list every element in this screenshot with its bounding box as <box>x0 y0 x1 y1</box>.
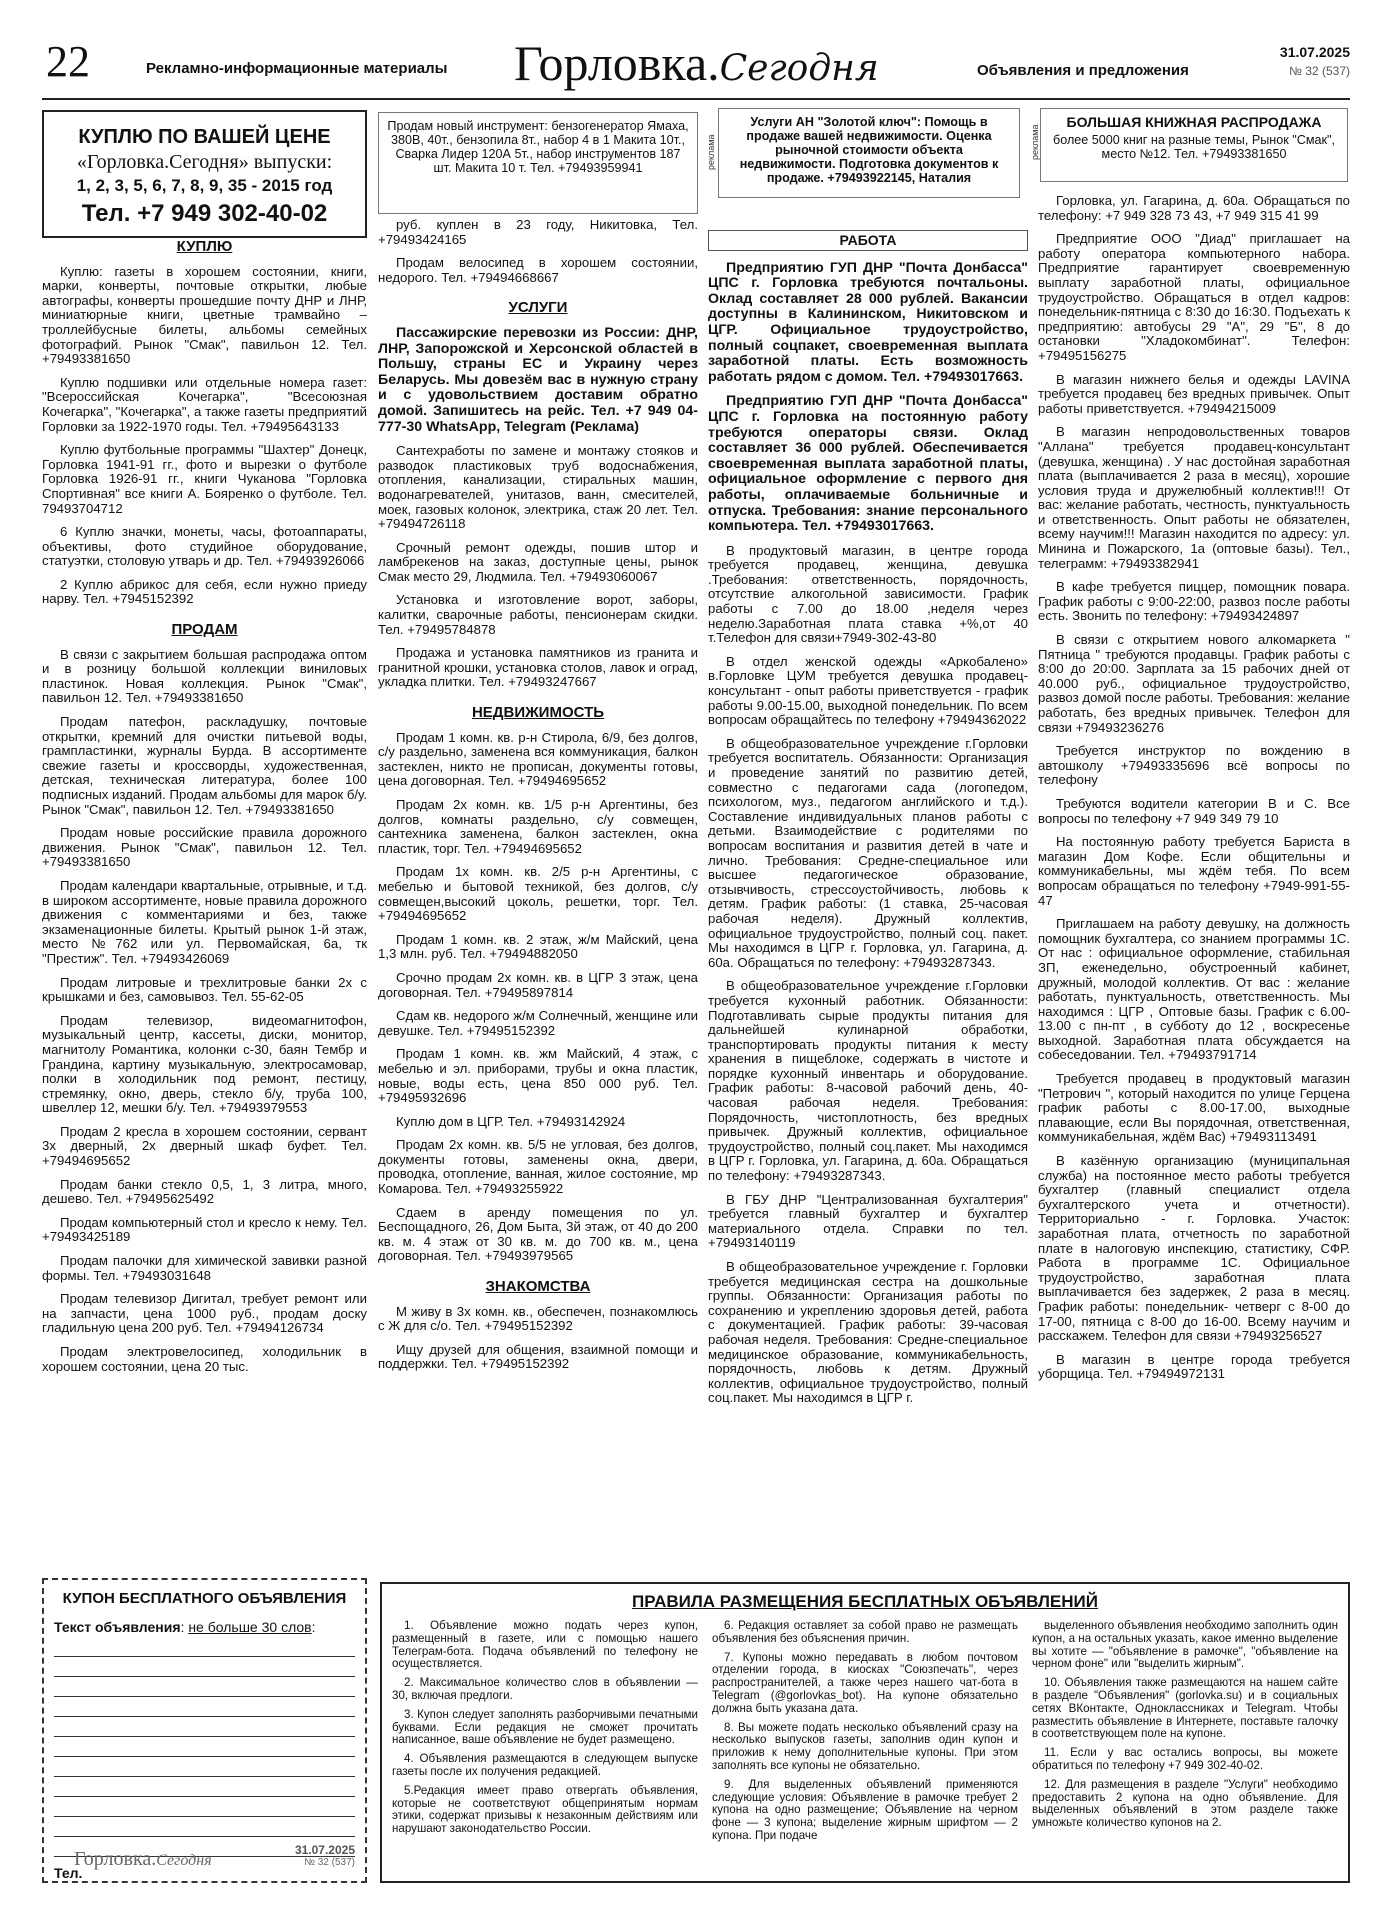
coupon-date: 31.07.2025 <box>294 1843 355 1857</box>
ad-item: 6 Куплю значки, монеты, часы, фотоаппараты, объективы, фото студийное оборудование, статуэтки, столовую утварь и др. Тел. +79493926066 <box>42 524 367 569</box>
book-sale-title: БОЛЬШАЯ КНИЖНАЯ РАСПРОДАЖА <box>1066 114 1322 130</box>
ad-item: В казённую организацию (муниципальная служба) на постоянное место работы требуется бухгалтер (главный специалист отдела бухгалтерского учета и отчетности). Территориально - г. Горловка. Участок: заработная плата, отчетность по заработной плате в налоговую инспекцию, статистику, СФР. Работа в программе 1С. Официальное трудоустройство, заработная плата выплачивается без задержек, 2 раза в месяц. График работы: понедельник- четверг с 8-00 до 17-00, пятница с 8-00 до 16-00. Всему научим и расскажем. Телефон для связи +79493256527 <box>1038 1153 1350 1344</box>
ad-item: Требуется продавец в продуктовый магазин "Петрович ", который находится по улице Герцена график работы с 8.00-17.00, выходные плавающие, если Вы порядочная, ответственная, коммуникабельная, ждём Вас) +79493113491 <box>1038 1071 1350 1145</box>
heading-realty: НЕДВИЖИМОСТЬ <box>471 704 605 722</box>
ad-item: Продам 2 кресла в хорошем состоянии, сервант 3х дверный, 2х дверный шкаф буфет. Тел. +79494695652 <box>42 1123 367 1169</box>
ad-golden-key: Услуги АН "Золотой ключ": Помощь в продаже вашей недвижимости. Оценка рыночной стоимости объекта недвижимости. Подготовка документов к продаже. +79493922145, Наталия <box>718 108 1020 198</box>
ad-item: В магазин нижнего белья и одежды LAVINA требуется продавец без вредных привычек. Опыт работы приветствуется. +79494215009 <box>1038 371 1350 416</box>
heading-dating: ЗНАКОМСТВА <box>485 1278 591 1296</box>
ad-item: Предприятию ГУП ДНР "Почта Донбасса" ЦПС г. Горловка на постоянную работу требуются операторы связи. Оклад составляет 36 000 рублей. Обеспечивается своевременная выплата заработной платы, официальное оформление с первого дня работы, оплачиваемые больничные и отпуска. Требования: знание персонального компьютера. Тел. +79493017663. <box>708 393 1028 535</box>
ad-item: Ищу друзей для общения, взаимной помощи и поддержки. Тел. +79495152392 <box>378 1341 698 1372</box>
ad-item: Продам 1 комн. кв. 2 этаж, ж/м Майский, цена 1,3 млн. руб. Тел. +79494882050 <box>378 931 698 962</box>
buy-box-issues: 1, 2, 3, 5, 6, 7, 8, 9, 35 - 2015 год <box>76 176 333 195</box>
ad-tag: реклама <box>706 134 716 170</box>
ad-item: 10. Объявления также размещаются на нашем сайте в разделе "Объявления" (gorlovka.su) и в социальных сетях ВКонтакте, Одноклассниках и Telegram. Чтобы разместить объявление в Интернете, поставьте галочку в соответствующем поле на купоне. <box>1032 1676 1338 1741</box>
ad-item: 11. Если у вас остались вопросы, вы можете обратиться по телефону +7 949 302-40-02. <box>1032 1746 1338 1772</box>
ad-item: выделенного объявления необходимо заполнить один купон, а на остальных указать, какое именно выделение вы хотите — "объявление в рамочке", "объявление на черном фоне" или "выделить жирным". <box>1032 1620 1338 1671</box>
ad-item: Продам велосипед в хорошем состоянии, недорого. Тел. +79494668667 <box>378 255 698 285</box>
ad-item: Куплю футбольные программы "Шахтер" Донецк, Горловка 1941-91 гг., фото и вырезки о футболе Горловка 1926-91 гг., книги Чуканова "Горловка Спортивная" все книги А. Бояренко о футболе. Тел. 79493704712 <box>42 442 367 516</box>
ad-item: 2. Максимальное количество слов в объявлении — 30, включая предлоги. <box>392 1676 698 1702</box>
ad-item: В продуктовый магазин, в центре города требуется продавец, женщина, девушка .Требования: ответственность, порядочность, отсутствие алкогольной зависимости. График работы с 7.00 до 18.00 ,неделя через неделю.Заработная плата ставка +%,от 40 т.Телефон для связи+7949-302-43-80 <box>708 542 1028 646</box>
buy-box-title: КУПЛЮ ПО ВАШЕЙ ЦЕНЕ <box>78 126 331 148</box>
coupon-write-line[interactable] <box>54 1779 355 1797</box>
rules-col-3 <box>1032 1620 1338 1872</box>
ad-item: Продам телевизор Дигитал, требует ремонт или на запчасти, цена 1000 руб., продам доску гладильную цена 200 руб. Тел. +79494126734 <box>42 1291 367 1336</box>
ad-item: Продам банки стекло 0,5, 1, 3 литра, много, дешево. Тел. +79495625492 <box>42 1176 367 1207</box>
coupon-tel-label: Тел. <box>54 1865 83 1881</box>
newspaper-logo: Горловка.Сегодня <box>514 35 879 91</box>
ad-item: Срочный ремонт одежды, пошив штор и ламбрекенов на заказ, доступные цены, рынок Смак место 29, Людмила. Тел. +79493060067 <box>378 539 698 584</box>
ad-item: В магазин непродовольственных товаров "Аллана" требуется продавец-консультант (девушка, женщина) . У нас достойная заработная плата (выплачивается 2 раза в месяц), хорошие условия труда и дружелюбный коллектив!!! От вас: желание работать, честность, пунктуальность и ответственность. Опыт работы не обязателен, всему научим!!! Магазин находится по адресу: ул. Минина и Пожарского, 1а (оптовые базы). Тел., телеграмм: +79493382941 <box>1038 424 1350 571</box>
ad-item: В общеобразовательное учреждение г.Горловки требуется воспитатель. Обязанности: Организация и проведение занятий по развитию детей, совместно с педагогами сада (логопедом, психологом, муз., педагогом английского и т.д.). Составление индивидуальных планов работы с детьми. Взаимодействие с родителями по вопросам воспитания и развития детей в чате и лично. Требования: Средне-специальное или высшее педагогическое образование, отзывчивость, стрессоустойчивость, любовь к детям. График работы: (1 ставка, 25-часовая рабочая неделя). Дружный коллектив, официальное трудоустройство, полный соц. пакет. Мы находимся в ЦГР г. Горловка, ул. Гагарина, д. 60а. Обращаться по телефону: +79493287343. <box>708 735 1028 970</box>
book-sale-text: более 5000 книг на разные темы, Рынок "Смак", место №12. Тел. +79493381650 <box>1053 133 1335 161</box>
ad-tools: Продам новый инструмент: бензогенератор Ямаха, 380В, 40т., бензопила 8т., набор 4 в 1 Макита 10т., Сварка Лидер 120А 5т., набор инструментов 187 шт. Макита 10 т. Тел. +79493959941 <box>378 112 698 214</box>
header-section-right: Объявления и предложения <box>977 62 1189 79</box>
ad-item: Продам электровелосипед, холодильник в хорошем состоянии, цена 20 тыс. <box>42 1344 367 1374</box>
free-ad-coupon[interactable] <box>42 1578 367 1883</box>
heading-jobs: РАБОТА <box>708 230 1028 251</box>
ad-tag: реклама <box>1030 124 1040 160</box>
ad-item: Срочно продам 2х комн. кв. в ЦГР 3 этаж, цена договорная. Тел. +79495897814 <box>378 969 698 1000</box>
ad-item: 3. Купон следует заполнять разборчивыми печатными буквами. Если редакция не сможет прочитать написанное, ваше объявление не будет размещено. <box>392 1707 698 1747</box>
coupon-label: Текст объявления: не больше 30 слов: <box>54 1619 316 1635</box>
coupon-issue: № 32 (537) <box>304 1857 355 1868</box>
ad-item: Требуется инструктор по вождению в автошколу +79493335696 всё вопросы по телефону <box>1038 743 1350 788</box>
ad-item: Продам новые российские правила дорожного движения. Рынок "Смак", павильон 12. Тел. +79493381650 <box>42 825 367 870</box>
ad-item: Сантехработы по замене и монтажу стояков и разводок пластиковых труб водоснабжения, отопления, канализации, стиральных машин, водонагревателей, унитазов, ванн, смесителей, моек, газовых колонок, электрика, стаж 20 лет. Тел. +79494726118 <box>378 443 698 532</box>
ad-item: Продам 1 комн. кв. р-н Стирола, 6/9, без долгов, с/у раздельно, заменена вся коммуникация, балкон застеклен, никто не прописан, документы готовы, цена договорная. Тел. +79494695652 <box>378 729 698 789</box>
coupon-write-line[interactable] <box>54 1679 355 1697</box>
coupon-write-line[interactable] <box>54 1639 355 1657</box>
column-2 <box>378 218 698 1560</box>
ad-item: Продам 1 комн. кв. жм Майский, 4 этаж, с мебелью и эл. приборами, трубы и окна пластик, новые, воды есть, цена 850 000 руб. Тел. +79495932696 <box>378 1046 698 1106</box>
ad-item: В связи с закрытием большая распродажа оптом и в розницу большой коллекции виниловых пластинок. Новая коллекция. Рынок "Смак", павильон 12. Тел. +79493381650 <box>42 646 367 706</box>
ad-item: руб. куплен в 23 году, Никитовка, Тел. +79493424165 <box>378 218 698 247</box>
ad-item: Предприятию ГУП ДНР "Почта Донбасса" ЦПС г. Горловка требуются почтальоны. Оклад составляет 28 000 рублей. Вакансии доступны в Калининском, Никитовском и ЦГР. Официальное трудоустройство, полный соцпакет, своевременная выплата заработной платы. Есть возможность работать рядом с домом. Тел. +79493017663. <box>708 259 1028 385</box>
ad-item: Продам 1х комн. кв. 2/5 р-н Аргентины, с мебелью и бытовой техникой, без долгов, с/у совмещен,высокий цоколь, решетки, торг. Тел. +79494695652 <box>378 864 698 924</box>
ad-transport: Пассажирские перевозки из России: ДНР, ЛНР, Запорожской и Херсонской областей в Польшу, страны ЕС и Украину через Беларусь. Мы довезём вас в нужную страну и с удовольствием доставим обратно домой. Запишитесь на рейс. Тел. +7 949 04-777-30 WhatsApp, Telegram (Реклама) <box>378 324 698 435</box>
ad-item: Продажа и установка памятников из гранита и гранитной крошки, установка столов, лавок и оград, укладка плитки. Тел. +79493247667 <box>378 645 698 690</box>
ad-item: На постоянную работу требуется Бариста в магазин Дом Кофе. Если общительны и коммуникабельны, мы ждём тебя. По всем вопросам обращаться по телефону +7949-991-55-47 <box>1038 834 1350 908</box>
ad-item: Продам телевизор, видеомагнитофон, музыкальный центр, кассеты, диски, монитор, магнитолу Романтика, колонки с-30, баян Тембр и Грандина, картину музыкальную, электросамовар, полки в холодильник под ремонт, пестицу, стремянку, окно, дверь, стекло б/у, труба 100, швеллер 12, мешки б/у. Тел. +79493979553 <box>42 1012 367 1116</box>
ad-item: 1. Объявление можно подать через купон, размещенный в газете, или с помощью нашего Телеграм-бота. Подача объявлений по телефону не осуществляется. <box>392 1620 698 1671</box>
coupon-write-line[interactable] <box>54 1699 355 1717</box>
ad-item: В общеобразовательное учреждение г.Горловки требуется кухонный работник. Обязанности: Подготавливать сырые продукты питания для дальнейшей кулинарной обработки, транспортировать продукты питания к месту хранения в пищеблоке, содержать в чистоте и порядке кухонный инвентарь и оборудование. График работы: 8-часовой рабочий день, 40-часовая рабочая неделя. Требования: Порядочность, чистоплотность, без вредных привычек. Дружный коллектив, официальное трудоустройство, полный соц.пакет. Мы находимся в ЦГР г. Горловка, ул. Гагарина, д. 60а. Обращаться по телефону: +79493287343. <box>708 978 1028 1184</box>
ad-item: Продам календари квартальные, отрывные, и т.д. в широком ассортименте, новые правила дорожного движения с комментариями и без, также экзаменационные билеты. Крытый рынок 1-й этаж, место №762 или ул. Первомайская, 6а, тк "Престиж". Тел. +79493426069 <box>42 877 367 966</box>
rules-box <box>380 1582 1350 1883</box>
ad-item: Приглашаем на работу девушку, на должность помощник бухгалтера, со знанием программы 1С. От нас : официальное оформление, стабильная ЗП, еженедельно, обустроенный кабинет, дружный, молодой коллектив. От вас : желание работать, пунктуальность, ответственность. Мы находимся : ЦГР , Оптовые базы. График с 6.00-13.00 с пн-пт , в субботу до 12 , воскресенье выходной. Заработная плата обсуждается на собеседовании. Тел. +79493791714 <box>1038 916 1350 1063</box>
coupon-write-line[interactable] <box>54 1759 355 1777</box>
buy-box <box>42 110 367 238</box>
ad-item: Куплю подшивки или отдельные номера газет: "Всероссийская Кочегарка", "Всесоюзная Кочегарка", "Кочегарка", а также газеты предприятий Горловки за 1922-1970 годы. Тел. +79495643133 <box>42 374 367 434</box>
header-section: Рекламно-информационные материалы <box>146 60 448 77</box>
column-1 <box>42 240 367 1560</box>
ad-item: В отдел женской одежды «Аркобалено» в.Горловке ЦУМ требуется девушка продавец- консультант - опыт работы приветствуется - график работы 9.00-15.00, выходной понедельник. По всем вопросам обращайтесь по телефону +79494362022 <box>708 653 1028 728</box>
coupon-write-line[interactable] <box>54 1659 355 1677</box>
ad-item: Продам 2х комн. кв. 5/5 не угловая, без долгов, документы готовы, заменены окна, двери, проводка, отопление, ванная, жилое состояние, мр Комарова. Тел. +79493255922 <box>378 1137 698 1197</box>
ad-item: Продам 2х комн. кв. 1/5 р-н Аргентины, без долгов, комнаты раздельно, с/у совмещен, сантехника заменена, балкон застеклен, окна пластик, торг. Тел. +79494695652 <box>378 797 698 856</box>
ad-item: 4. Объявления размещаются в следующем выпуске газеты после их получения редакцией. <box>392 1752 698 1778</box>
heading-sell: ПРОДАМ <box>171 621 238 639</box>
ad-item: Сдаем в аренду помещения по ул. Беспощадного, 26, Дом Быта, 3й этаж, от 40 до 200 кв. м. 4 этаж от 30 кв. м. до 700 кв. м., цена договорная. Тел. +79493979565 <box>378 1204 698 1264</box>
ad-item: Предприятие ООО "Диад" приглашает на работу оператора компьютерного набора. Предприятие гарантирует своевременную выплату заработной платы, официальное трудоустройство. Обращаться в отдел кадров: понедельник-пятница с 8:30 до 16:30. Подъехать к предприятию: автобусы 29 "А", 29 "Б", 8 до остановки "Хладокомбинат". Телефон: +79495156275 <box>1038 231 1350 363</box>
ad-item: Горловка, ул. Гагарина, д. 60а. Обращаться по телефону: +7 949 328 73 43, +7 949 315 41 99 <box>1038 194 1350 223</box>
rules-col-1 <box>392 1620 698 1872</box>
ad-item: В ГБУ ДНР "Централизованная бухгалтерия" требуется главный бухгалтер и бухгалтер материального отдела. Справки по тел. +79493140119 <box>708 1191 1028 1251</box>
column-3 <box>708 230 1028 1560</box>
ad-item: 5.Редакция имеет право отвергать объявления, которые не соответствуют общепринятым нормам этики, содержат призывы к незаконным действиям или нарушают законодательство России. <box>392 1783 698 1836</box>
ad-item: В связи с открытием нового алкомаркета " Пятница " требуются продавцы. График работы с 8:00 до 20:00. Зарплата за 15 рабочих дней от 40.000 руб., официальное трудоустройство, развоз домой после работы. Требования: желание работать, без вредных привычек. Телефон для связи +79493236276 <box>1038 632 1350 735</box>
ad-item: 12. Для размещения в разделе "Услуги" необходимо предоставить 2 купона на одно объявление. Для выделенных объявлений в этом разделе также умножьте количество купонов на 2. <box>1032 1777 1338 1830</box>
coupon-write-line[interactable] <box>54 1719 355 1737</box>
ad-item: 9. Для выделенных объявлений применяются следующие условия: Объявление в рамочке требует 2 купона на одно размещение; Объявление на черном фоне — 3 купона; выделение жирным шрифтом — 2 купона. При подаче <box>712 1777 1018 1842</box>
ad-item: 8. Вы можете подать несколько объявлений сразу на несколько выпусков газеты, заполнив один купон и приложив к нему дополнительные купоны. При этом заполнять все купоны не обязательно. <box>712 1720 1018 1772</box>
ad-item: В магазин в центре города требуется уборщица. Тел. +79494972131 <box>1038 1351 1350 1382</box>
ad-item: В кафе требуется пиццер, помощник повара. График работы с 9:00-22:00, развоз после работы есть. Звонить по телефону: +79493424897 <box>1038 579 1350 624</box>
buy-box-phone: Тел. +7 949 302-40-02 <box>81 200 328 227</box>
ad-item: Куплю: газеты в хорошем состоянии, книги, марки, конверты, почтовые открытки, любые автографы, конверты прошедшие почту ДНР и ЛНР, миниатюрные книги, цветные трамвайно – троллейбусные билеты, альбомы семейных фотографий. Рынок "Смак", павильон 12. Тел. +79493381650 <box>42 263 367 367</box>
coupon-logo: Горловка.Сегодня <box>74 1848 212 1870</box>
heading-buy: КУПЛЮ <box>176 240 233 255</box>
coupon-write-line[interactable] <box>54 1799 355 1817</box>
ad-item: М живу в 3х комн. кв., обеспечен, познакомлюсь с Ж для с/о. Тел. +79495152392 <box>378 1303 698 1334</box>
page-number: 22 <box>46 37 90 86</box>
ad-item: Требуются водители категории В и С. Все вопросы по телефону +7 949 349 79 10 <box>1038 795 1350 826</box>
ad-item: Продам компьютерный стол и кресло к нему. Тел. +79493425189 <box>42 1214 367 1245</box>
ad-item: 2 Куплю абрикос для себя, если нужно приеду нарву. Тел. +7945152392 <box>42 576 367 607</box>
ad-item: Куплю дом в ЦГР. Тел. +79493142924 <box>396 1113 626 1129</box>
ad-book-sale <box>1040 108 1348 182</box>
coupon-footer <box>74 1843 355 1873</box>
ad-item: Продам палочки для химической завивки разной формы. Тел. +79493031648 <box>42 1253 367 1283</box>
coupon-title: КУПОН БЕСПЛАТНОГО ОБЪЯВЛЕНИЯ <box>62 1590 347 1607</box>
ad-item: 6. Редакция оставляет за собой право не размещать объявления без объяснения причин. <box>712 1620 1018 1645</box>
rules-title: ПРАВИЛА РАЗМЕЩЕНИЯ БЕСПЛАТНЫХ ОБЪЯВЛЕНИЙ <box>632 1592 1098 1611</box>
issue-number: № 32 (537) <box>1289 64 1350 78</box>
ad-item: Продам литровые и трехлитровые банки 2х с крышками и без, самовывоз. Тел. 55-62-05 <box>42 974 367 1005</box>
ad-item: Продам патефон, раскладушку, почтовые открытки, кремний для очистки питьевой воды, грампластинки, журналы Бурда. В ассортименте свежие газеты и кроссворды, художественная, детская, техническая литература, более 100 подписных изданий. Продам альбомы для марок б/у. Рынок "Смак", павильон 12. Тел. +79493381650 <box>42 714 367 817</box>
ad-item: 7. Купоны можно передавать в любом почтовом отделении города, в киосках "Союзпечать", через распространителей, а также через нашего чат-бота в Telegram (@gorlovkas_bot). На купоне обязательно должна быть указана дата. <box>712 1650 1018 1715</box>
page-header <box>42 30 1350 100</box>
issue-date: 31.07.2025 <box>1279 44 1350 60</box>
ad-item: Установка и изготовление ворот, заборы, калитки, сварочные работы, пенсионерам скидки. Тел. +79495784878 <box>378 592 698 637</box>
rules-col-2 <box>712 1620 1018 1872</box>
column-4 <box>1038 194 1350 1560</box>
ad-item: В общеобразовательное учреждение г. Горловки требуется медицинская сестра на дошкольные группы. Обязанности: Организация работы по сохранению и укреплению здоровья детей, работа с документацией. График работы: 39-часовая рабочая неделя. Требования: Средне-специальное медицинское образование, коммуникабельность, порядочность, любовь к детям. Дружный коллектив, официальное трудоустройство, полный соц.пакет. Мы находимся в ЦГР г. <box>708 1259 1028 1406</box>
coupon-write-line[interactable] <box>54 1739 355 1757</box>
ad-item: Сдам кв. недорого ж/м Солнечный, женщине или девушке. Тел. +79495152392 <box>378 1008 698 1038</box>
heading-services: УСЛУГИ <box>508 299 568 317</box>
buy-box-subtitle: «Горловка.Сегодня» выпуски: <box>76 151 333 173</box>
coupon-write-line[interactable] <box>54 1819 355 1837</box>
